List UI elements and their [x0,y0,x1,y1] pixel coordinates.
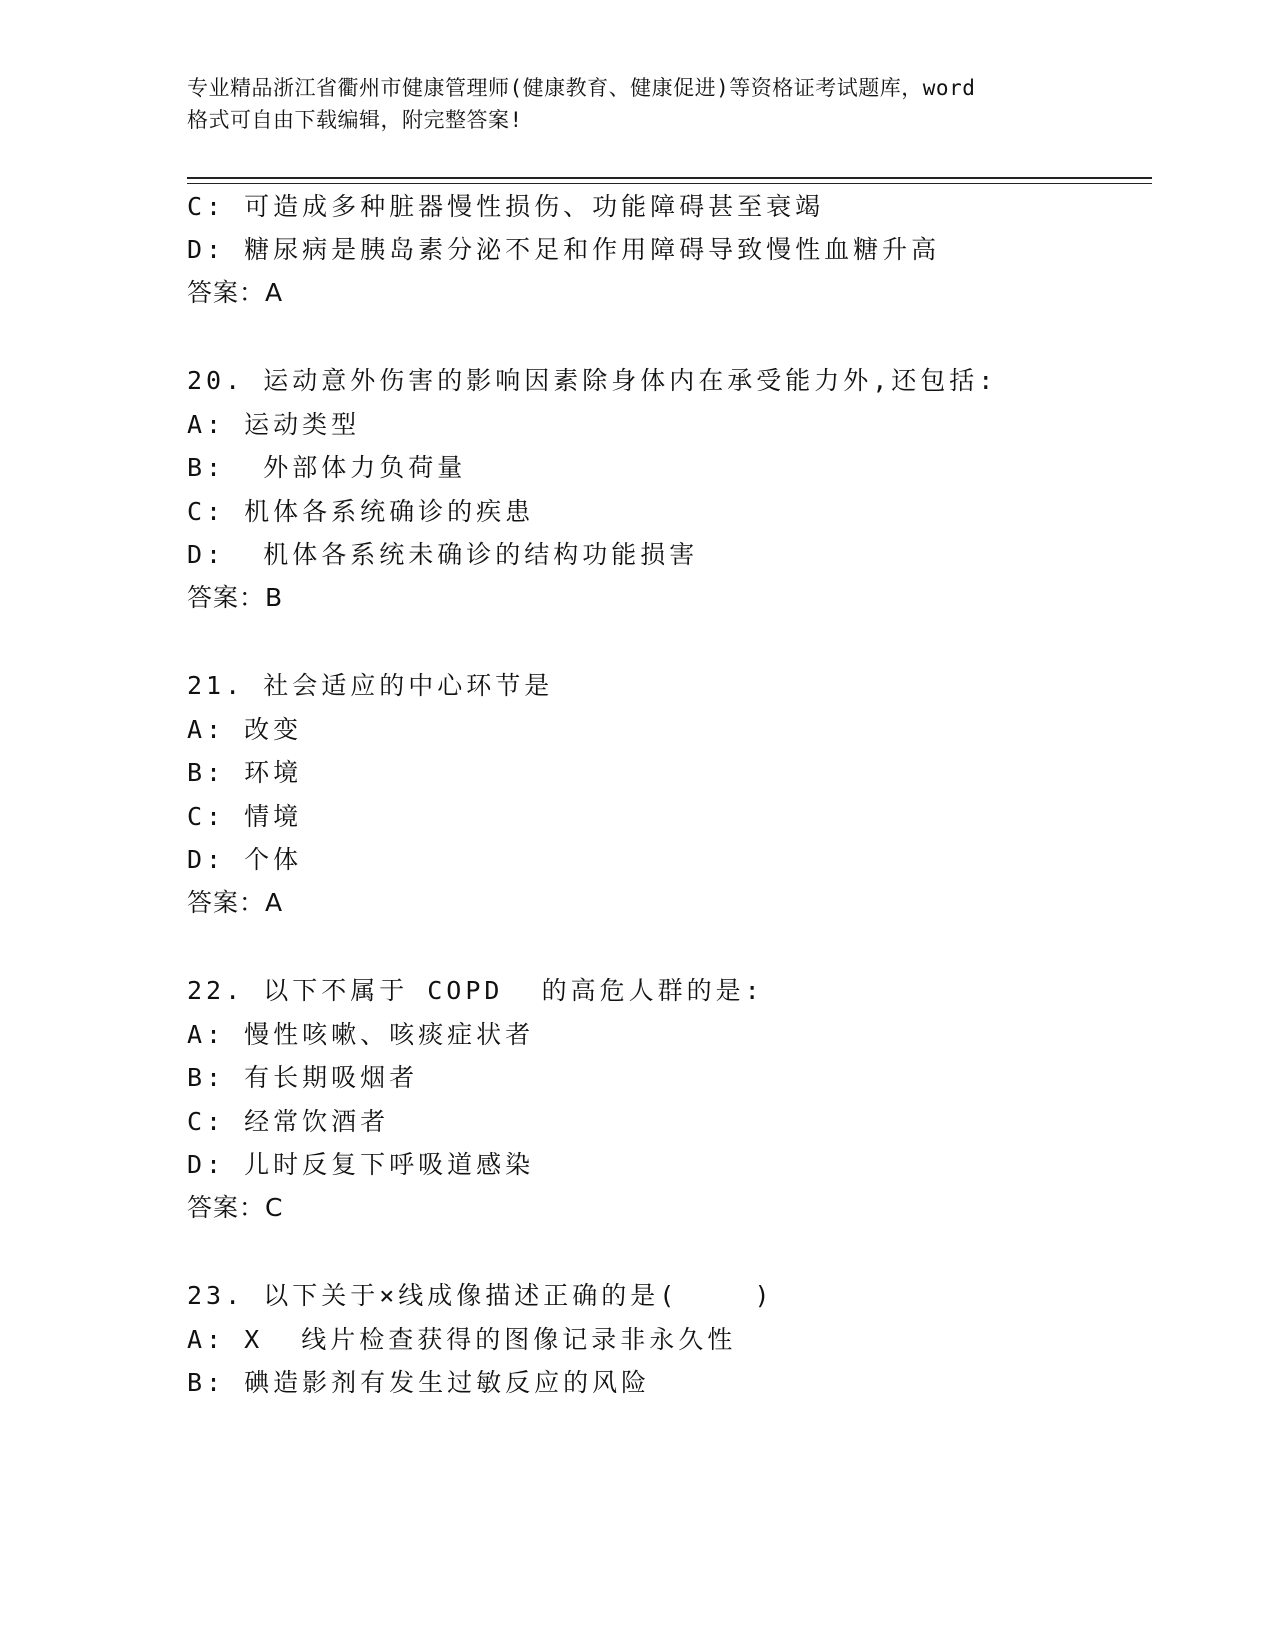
option-23-a: A: X 线片检查获得的图像记录非永久性 [187,1325,737,1354]
question-23: 23. 以下关于×线成像描述正确的是( ) [187,1281,774,1310]
answer-19: 答案：A [187,278,284,307]
option-23-b: B: 碘造影剂有发生过敏反应的风险 [187,1368,651,1397]
header-rule-thin [187,183,1152,184]
option-22-a: A: 慢性咳嗽、咳痰症状者 [187,1020,535,1049]
option-22-c: C: 经常饮酒者 [187,1107,390,1136]
header-line-2: 格式可自由下载编辑，附完整答案! [187,108,523,132]
option-21-b: B: 环境 [187,758,303,787]
question-20: 20. 运动意外伤害的影响因素除身体内在承受能力外,还包括: [187,366,998,395]
option-19-d: D: 糖尿病是胰岛素分泌不足和作用障碍导致慢性血糖升高 [187,235,941,264]
option-21-d: D: 个体 [187,845,303,874]
option-20-a: A: 运动类型 [187,410,361,439]
answer-20: 答案：B [187,583,284,612]
header-rule-thick [187,177,1152,179]
option-19-c: C: 可造成多种脏器慢性损伤、功能障碍甚至衰竭 [187,192,825,221]
option-22-d: D: 儿时反复下呼吸道感染 [187,1150,535,1179]
question-21: 21. 社会适应的中心环节是 [187,671,554,700]
option-20-d: D: 机体各系统未确诊的结构功能损害 [187,540,699,569]
option-21-c: C: 情境 [187,802,303,831]
option-21-a: A: 改变 [187,715,303,744]
option-20-c: C: 机体各系统确诊的疾患 [187,497,535,526]
question-22: 22. 以下不属于 COPD 的高危人群的是: [187,976,764,1005]
answer-21: 答案：A [187,888,284,917]
option-22-b: B: 有长期吸烟者 [187,1063,419,1092]
header-line-1: 专业精品浙江省衢州市健康管理师(健康教育、健康促进)等资格证考试题库，word [187,76,976,100]
answer-22: 答案：C [187,1193,284,1222]
option-20-b: B: 外部体力负荷量 [187,453,467,482]
document-header [187,72,1087,136]
